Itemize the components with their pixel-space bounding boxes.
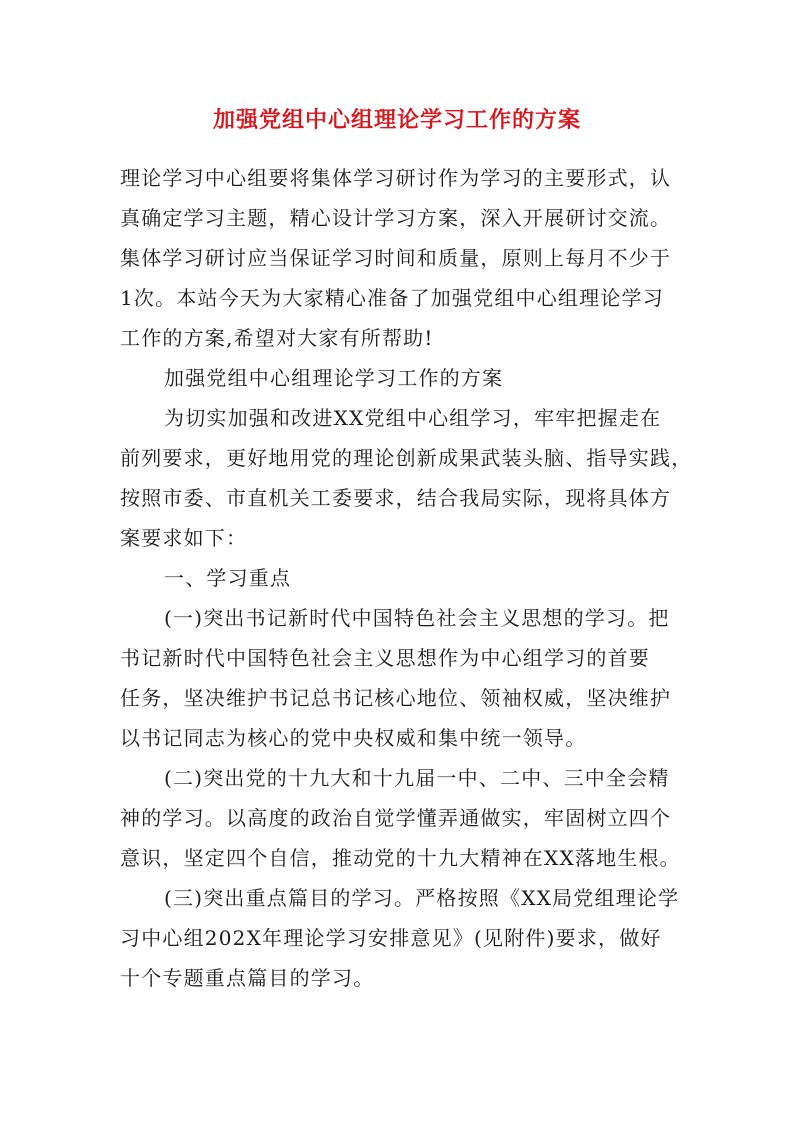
paragraph-line: 前列要求，更好地用党的理论创新成果武装头脑、指导实践， [120,446,693,470]
paragraph-start-line: (一)突出书记新时代中国特色社会主义思想的学习。把 [164,606,670,630]
paragraph-line: 工作的方案,希望对大家有所帮助! [120,326,434,350]
paragraph-line: 十个专题重点篇目的学习。 [120,966,375,990]
paragraph-line: 意识，坚定四个自信，推动党的十九大精神在XX落地生根。 [120,846,681,870]
paragraph-start-line: 一、学习重点 [164,566,292,590]
paragraph-line: 案要求如下： [120,526,248,550]
paragraph-line: 1次。本站今天为大家精心准备了加强党组中心组理论学习 [120,286,664,310]
paragraph-line: 按照市委、市直机关工委要求，结合我局实际，现将具体方 [120,486,672,510]
paragraph-line: 以书记同志为核心的党中央权威和集中统一领导。 [120,726,587,750]
paragraph-start-line: (二)突出党的十九大和十九届一中、二中、三中全会精 [164,766,670,790]
paragraph-line: 集体学习研讨应当保证学习时间和质量，原则上每月不少于 [120,246,672,270]
paragraph-start-line: 为切实加强和改进XX党组中心组学习，牢牢把握走在 [164,406,662,430]
paragraph-line: 任务，坚决维护书记总书记核心地位、领袖权威，坚决维护 [120,686,672,710]
paragraph-start-line: (三)突出重点篇目的学习。严格按照《XX局党组理论学 [164,886,680,910]
document-title: 加强党组中心组理论学习工作的方案 [212,107,581,133]
paragraph-line: 神的学习。以高度的政治自觉学懂弄通做实，牢固树立四个 [120,806,672,830]
paragraph-line: 理论学习中心组要将集体学习研讨作为学习的主要形式，认 [120,166,672,190]
paragraph-line: 习中心组202X年理论学习安排意见》(见附件)要求，做好 [120,926,662,950]
paragraph-line: 书记新时代中国特色社会主义思想作为中心组学习的首要 [120,646,650,670]
paragraph-start-line: 加强党组中心组理论学习工作的方案 [164,366,504,390]
document-body [120,158,693,998]
paragraph-line: 真确定学习主题，精心设计学习方案，深入开展研讨交流。 [120,206,672,230]
